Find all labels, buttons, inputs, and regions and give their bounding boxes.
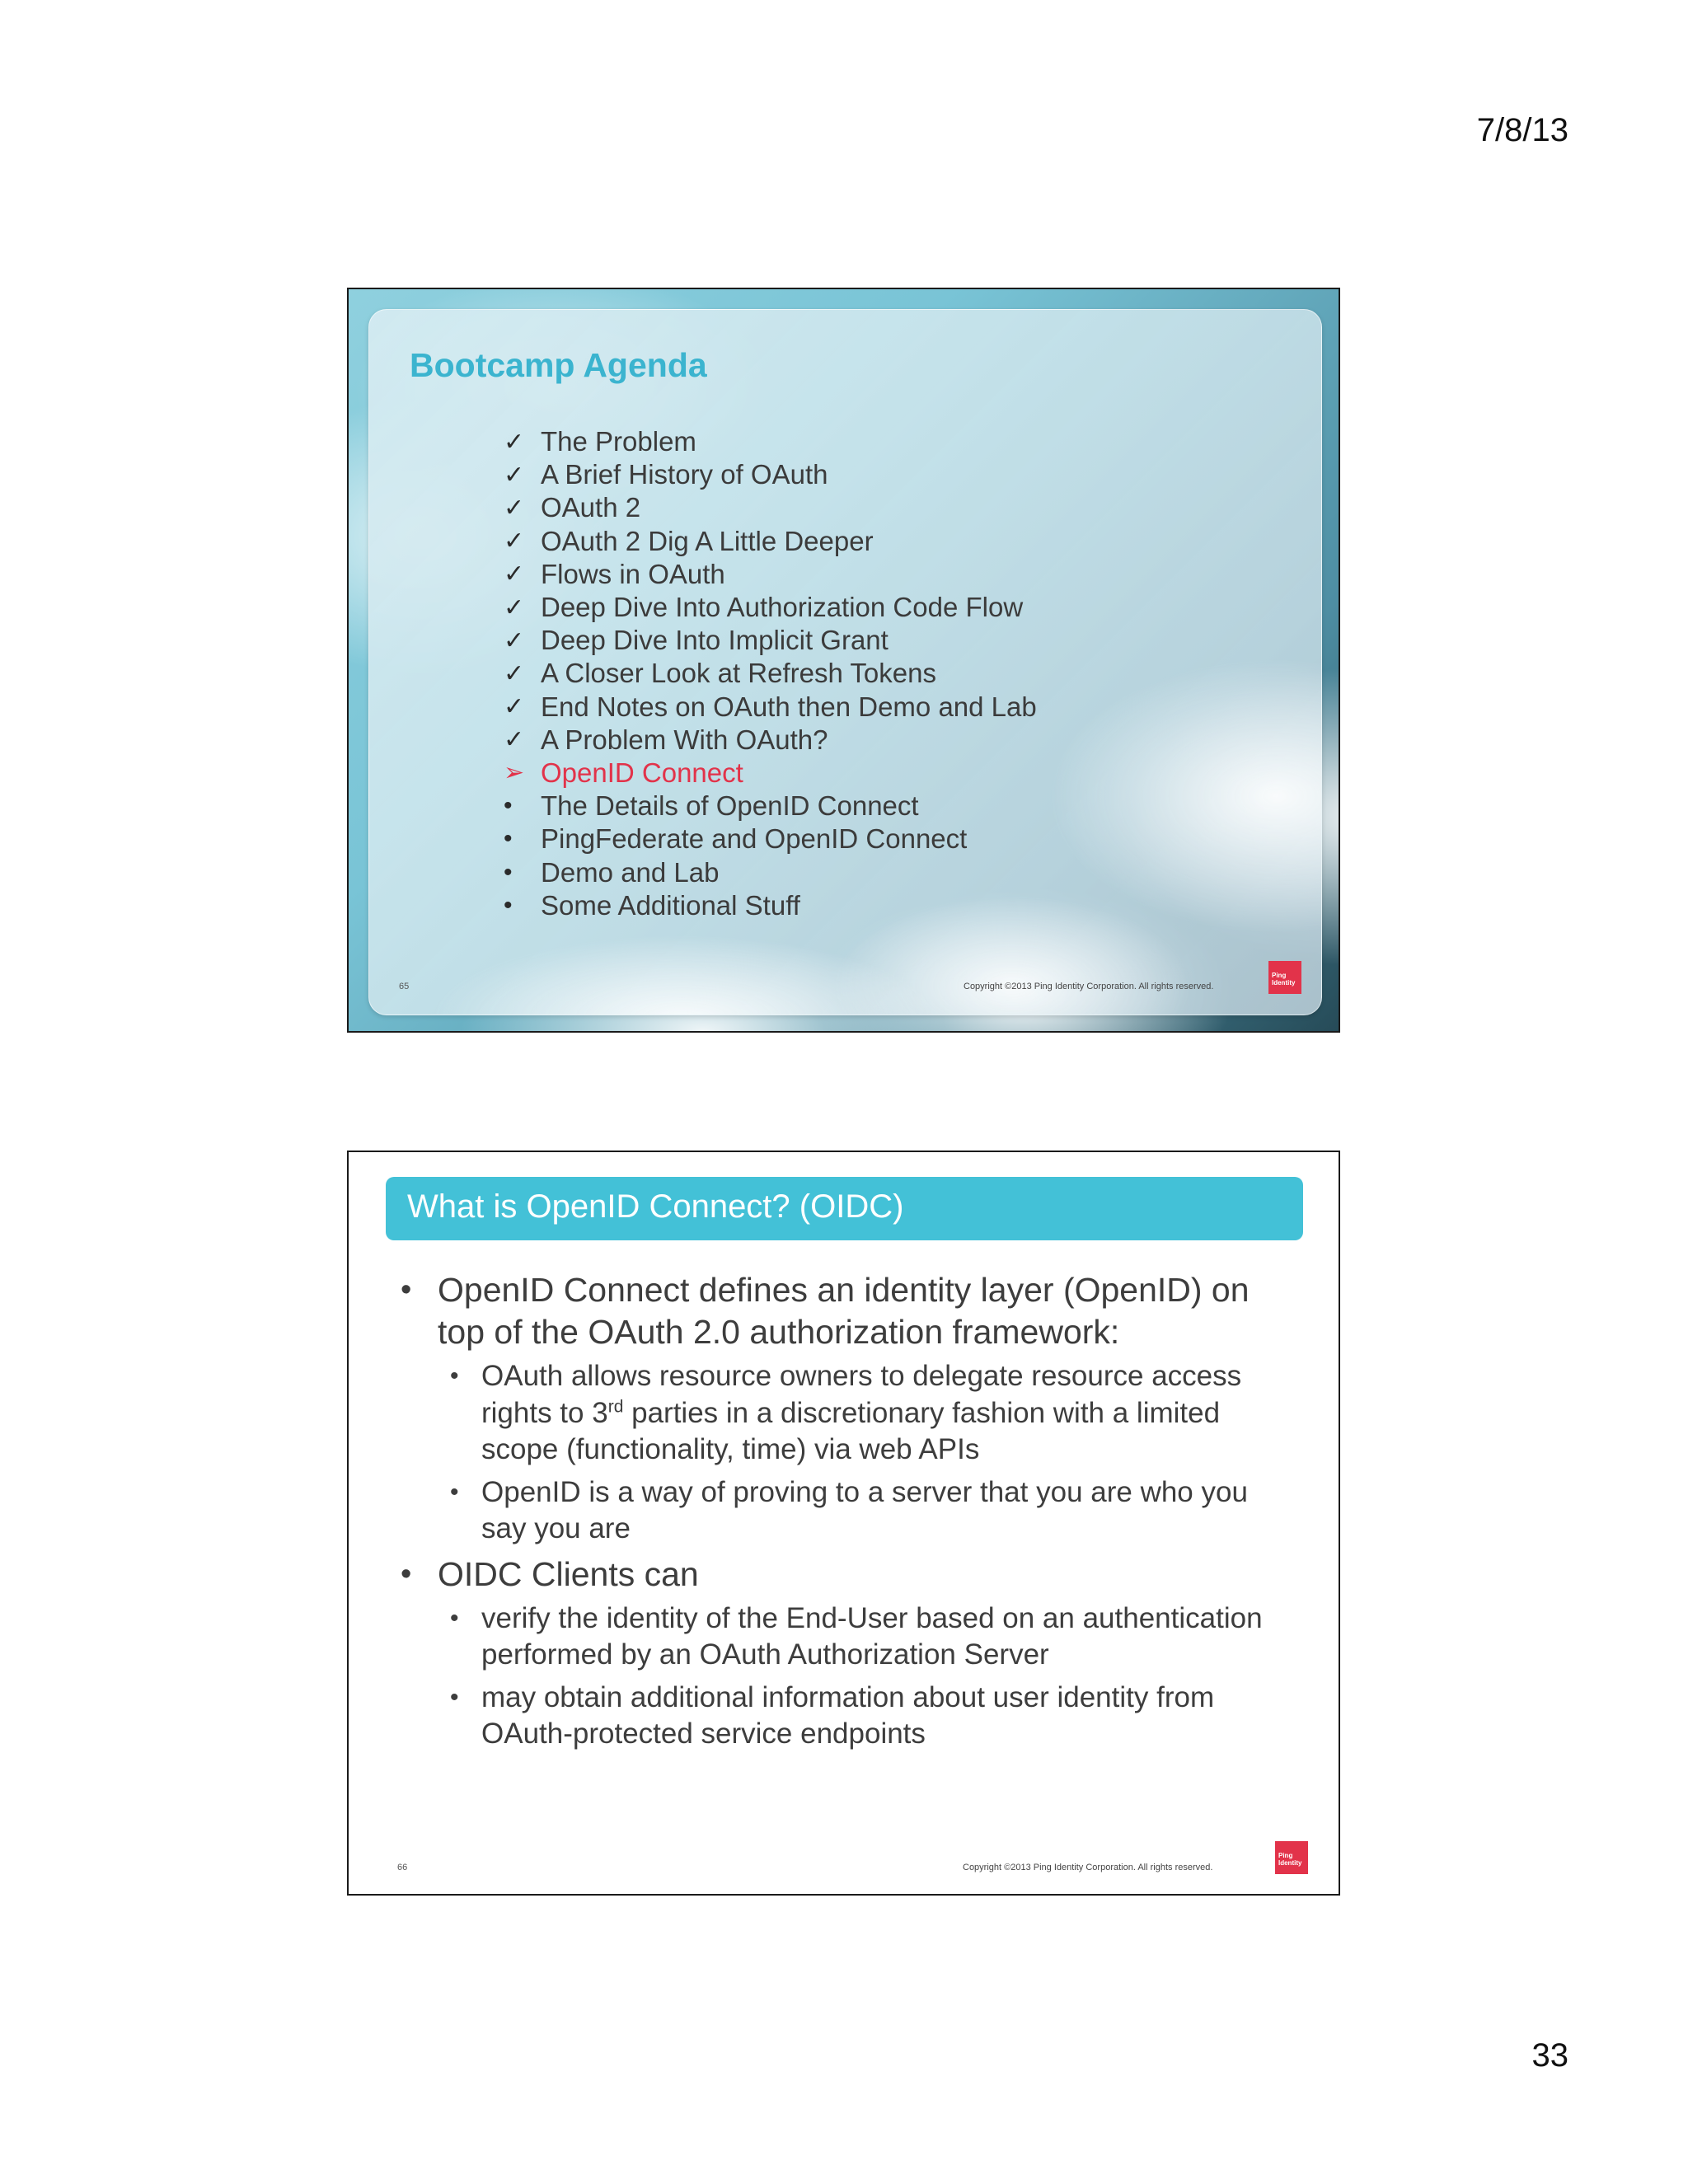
agenda-item-label: Flows in OAuth — [541, 558, 725, 589]
bullet-icon: • — [450, 1683, 459, 1711]
ping-identity-logo: Ping Identity — [1268, 961, 1301, 994]
sub-bullet-item — [450, 1358, 1299, 1469]
sub-bullet-item — [450, 1680, 1299, 1753]
checkmark-icon: ✓ — [504, 726, 525, 754]
bullet-icon: • — [450, 1478, 459, 1506]
checkmark-icon: ✓ — [504, 659, 525, 687]
agenda-item-label: PingFederate and OpenID Connect — [541, 823, 968, 855]
agenda-item-label: OpenID Connect — [541, 757, 743, 788]
bullet-item: • OIDC Clients can — [401, 1554, 1299, 1596]
agenda-item-label: Deep Dive Into Authorization Code Flow — [541, 592, 1024, 623]
checkmark-icon: ✓ — [504, 626, 525, 654]
checkmark-icon: ✓ — [504, 693, 525, 721]
agenda-item — [504, 591, 1037, 624]
bullet-icon: • — [504, 825, 513, 853]
sub-bullet-item — [450, 1601, 1299, 1674]
agenda-item — [504, 889, 1037, 922]
agenda-item — [504, 525, 1037, 558]
sub-bullet-text: may obtain additional information about user identity from OAuth-protected service endpoints — [481, 1680, 1215, 1750]
agenda-item-label: Demo and Lab — [541, 856, 720, 888]
agenda-item — [504, 691, 1037, 724]
sub-bullet-item — [450, 1474, 1299, 1548]
slide-agenda — [347, 288, 1340, 1033]
checkmark-icon: ✓ — [504, 428, 525, 456]
checkmark-icon: ✓ — [504, 560, 525, 588]
agenda-item-label: Some Additional Stuff — [541, 889, 800, 921]
agenda-item-label: The Details of OpenID Connect — [541, 790, 919, 822]
slide-copyright: Copyright ©2013 Ping Identity Corporation. All rights reserved. — [963, 1863, 1213, 1872]
agenda-item-label: Deep Dive Into Implicit Grant — [541, 625, 889, 656]
agenda-item-label: A Problem With OAuth? — [541, 724, 828, 755]
agenda-item — [504, 823, 1037, 855]
checkmark-icon: ✓ — [504, 527, 525, 555]
slide-copyright: Copyright ©2013 Ping Identity Corporation. All rights reserved. — [964, 982, 1214, 991]
bullet-icon: • — [450, 1362, 459, 1390]
sub-bullet-text: OpenID is a way of proving to a server that you are who you say you are — [481, 1475, 1248, 1544]
slide-number: 66 — [397, 1863, 408, 1872]
agenda-item-label: OAuth 2 Dig A Little Deeper — [541, 525, 874, 556]
slide-oidc — [347, 1151, 1340, 1896]
bullet-icon: • — [504, 858, 513, 886]
slide-oidc-title: What is OpenID Connect? (OIDC) — [407, 1188, 904, 1225]
agenda-item — [504, 855, 1037, 888]
bullet-icon: • — [504, 891, 513, 919]
slide-agenda-panel — [368, 309, 1322, 1015]
bullet-icon: • — [450, 1604, 459, 1632]
slide-oidc-titlebar — [386, 1177, 1303, 1240]
slide-agenda-title: Bootcamp Agenda — [410, 346, 707, 384]
slide-number: 65 — [399, 982, 410, 991]
agenda-item — [504, 458, 1037, 491]
checkmark-icon: ✓ — [504, 593, 525, 621]
bullet-item: • OpenID Connect defines an identity layer (OpenID) on top of the OAuth 2.0 authorization framework: — [401, 1269, 1299, 1353]
sub-bullet-text: verify the identity of the End-User based on an authentication performed by an OAuth Authorization Server — [481, 1601, 1263, 1671]
agenda-item-label: OAuth 2 — [541, 492, 641, 523]
ping-identity-logo: Ping Identity — [1275, 1841, 1308, 1874]
page-date: 7/8/13 — [1476, 112, 1568, 148]
agenda-item — [504, 657, 1037, 690]
superscript: rd — [607, 1396, 624, 1416]
agenda-item — [504, 425, 1037, 458]
agenda-item-label: The Problem — [541, 426, 696, 457]
bullet-icon: • — [504, 792, 513, 820]
arrow-bullet-icon: ➢ — [504, 759, 525, 787]
agenda-item-label: A Brief History of OAuth — [541, 459, 828, 490]
agenda-item — [504, 558, 1037, 591]
checkmark-icon: ✓ — [504, 461, 525, 489]
agenda-list — [504, 425, 1037, 922]
sub-bullet-text: parties in a discretionary fashion with a limited scope (functionality, time) via web APIs — [481, 1396, 1221, 1465]
agenda-item — [504, 757, 1037, 790]
page-number: 33 — [1531, 2037, 1568, 2074]
slide-oidc-body — [401, 1269, 1299, 1759]
sub-bullet-text: OAuth allows resource owners to delegate resource access rights to 3 — [481, 1360, 1242, 1429]
agenda-item — [504, 790, 1037, 823]
agenda-item — [504, 491, 1037, 524]
agenda-item-label: A Closer Look at Refresh Tokens — [541, 658, 936, 689]
checkmark-icon: ✓ — [504, 494, 525, 522]
agenda-item — [504, 624, 1037, 657]
agenda-item-label: End Notes on OAuth then Demo and Lab — [541, 691, 1037, 722]
agenda-item — [504, 724, 1037, 757]
